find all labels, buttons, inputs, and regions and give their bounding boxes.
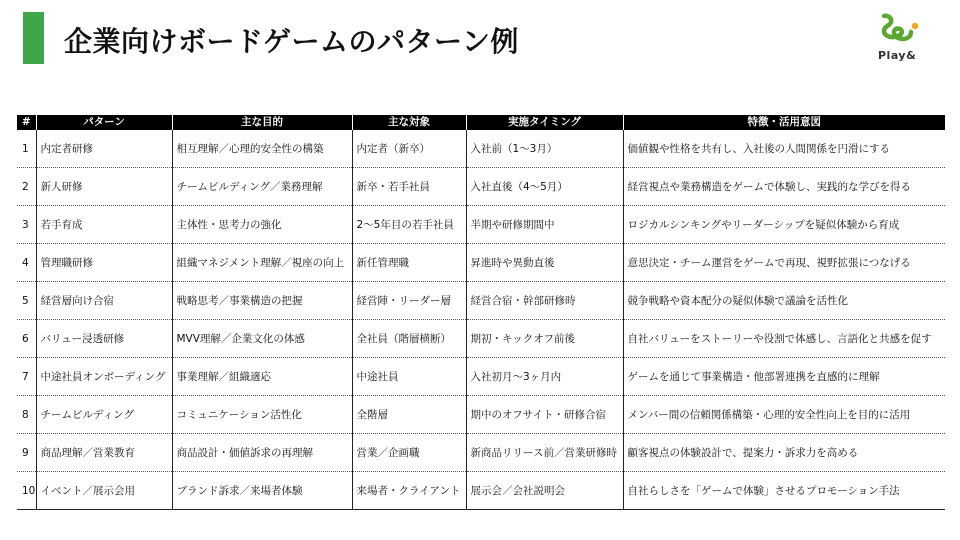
cell-pattern: バリュー浸透研修 <box>36 320 172 358</box>
cell-purpose: コミュニケーション活性化 <box>172 396 352 434</box>
cell-pattern: 新人研修 <box>36 168 172 206</box>
cell-number: 6 <box>17 320 36 358</box>
cell-timing: 入社前（1〜3月） <box>466 130 623 168</box>
table-row <box>17 320 945 358</box>
cell-purpose: 組織マネジメント理解／視座の向上 <box>172 244 352 282</box>
cell-pattern: チームビルディング <box>36 396 172 434</box>
header-purpose: 主な目的 <box>172 115 352 130</box>
cell-number: 10 <box>17 472 36 510</box>
cell-purpose: ブランド訴求／来場者体験 <box>172 472 352 510</box>
accent-bar <box>23 12 44 64</box>
cell-timing: 展示会／会社説明会 <box>466 472 623 510</box>
logo-text: Play& <box>878 49 917 62</box>
table-row <box>17 358 945 396</box>
cell-features: 自社バリューをストーリーや役割で体感し、言語化と共感を促す <box>623 320 945 358</box>
cell-target: 新卒・若手社員 <box>352 168 466 206</box>
logo <box>872 12 928 68</box>
cell-number: 2 <box>17 168 36 206</box>
table-header-row <box>17 115 945 130</box>
table-row <box>17 244 945 282</box>
header-number: # <box>17 115 36 130</box>
cell-timing: 昇進時や異動直後 <box>466 244 623 282</box>
cell-features: ロジカルシンキングやリーダーシップを疑似体験から育成 <box>623 206 945 244</box>
table-row <box>17 130 945 168</box>
cell-pattern: 経営層向け合宿 <box>36 282 172 320</box>
cell-features: 顧客視点の体験設計で、提案力・訴求力を高める <box>623 434 945 472</box>
cell-purpose: 商品設計・価値訴求の再理解 <box>172 434 352 472</box>
cell-features: ゲームを通じて事業構造・他部署連携を直感的に理解 <box>623 358 945 396</box>
play-logo-icon <box>878 12 922 48</box>
cell-features: 自社らしさを「ゲームで体験」させるプロモーション手法 <box>623 472 945 510</box>
cell-number: 1 <box>17 130 36 168</box>
table-row <box>17 396 945 434</box>
cell-target: 全社員（階層横断） <box>352 320 466 358</box>
cell-pattern: 中途社員オンボーディング <box>36 358 172 396</box>
table-row <box>17 434 945 472</box>
cell-purpose: チームビルディング／業務理解 <box>172 168 352 206</box>
header-target: 主な対象 <box>352 115 466 130</box>
cell-number: 9 <box>17 434 36 472</box>
cell-target: 2〜5年目の若手社員 <box>352 206 466 244</box>
cell-target: 内定者（新卒） <box>352 130 466 168</box>
pattern-table <box>17 115 945 510</box>
cell-timing: 半期や研修期間中 <box>466 206 623 244</box>
cell-pattern: 内定者研修 <box>36 130 172 168</box>
table-row <box>17 472 945 510</box>
header-features: 特徴・活用意図 <box>623 115 945 130</box>
cell-purpose: 事業理解／組織適応 <box>172 358 352 396</box>
table-row <box>17 282 945 320</box>
cell-purpose: 主体性・思考力の強化 <box>172 206 352 244</box>
cell-number: 7 <box>17 358 36 396</box>
cell-number: 3 <box>17 206 36 244</box>
cell-features: 経営視点や業務構造をゲームで体験し、実践的な学びを得る <box>623 168 945 206</box>
cell-features: 意思決定・チーム運営をゲームで再現、視野拡張につなげる <box>623 244 945 282</box>
cell-timing: 期中のオフサイト・研修合宿 <box>466 396 623 434</box>
cell-pattern: 若手育成 <box>36 206 172 244</box>
header-pattern: パターン <box>36 115 172 130</box>
table-row <box>17 168 945 206</box>
cell-purpose: MVV理解／企業文化の体感 <box>172 320 352 358</box>
cell-target: 新任管理職 <box>352 244 466 282</box>
cell-target: 来場者・クライアント <box>352 472 466 510</box>
cell-target: 中途社員 <box>352 358 466 396</box>
cell-features: メンバー間の信頼関係構築・心理的安全性向上を目的に活用 <box>623 396 945 434</box>
header-timing: 実施タイミング <box>466 115 623 130</box>
cell-timing: 新商品リリース前／営業研修時 <box>466 434 623 472</box>
cell-pattern: 商品理解／営業教育 <box>36 434 172 472</box>
cell-purpose: 戦略思考／事業構造の把握 <box>172 282 352 320</box>
page-title: 企業向けボードゲームのパターン例 <box>64 25 519 58</box>
cell-purpose: 相互理解／心理的安全性の構築 <box>172 130 352 168</box>
cell-number: 5 <box>17 282 36 320</box>
cell-pattern: イベント／展示会用 <box>36 472 172 510</box>
cell-features: 競争戦略や資本配分の疑似体験で議論を活性化 <box>623 282 945 320</box>
cell-number: 8 <box>17 396 36 434</box>
table-row <box>17 206 945 244</box>
cell-target: 全階層 <box>352 396 466 434</box>
cell-timing: 入社初月〜3ヶ月内 <box>466 358 623 396</box>
cell-timing: 経営合宿・幹部研修時 <box>466 282 623 320</box>
cell-target: 経営陣・リーダー層 <box>352 282 466 320</box>
cell-pattern: 管理職研修 <box>36 244 172 282</box>
cell-number: 4 <box>17 244 36 282</box>
cell-timing: 期初・キックオフ前後 <box>466 320 623 358</box>
cell-features: 価値観や性格を共有し、入社後の人間関係を円滑にする <box>623 130 945 168</box>
cell-target: 営業／企画職 <box>352 434 466 472</box>
cell-timing: 入社直後（4〜5月） <box>466 168 623 206</box>
